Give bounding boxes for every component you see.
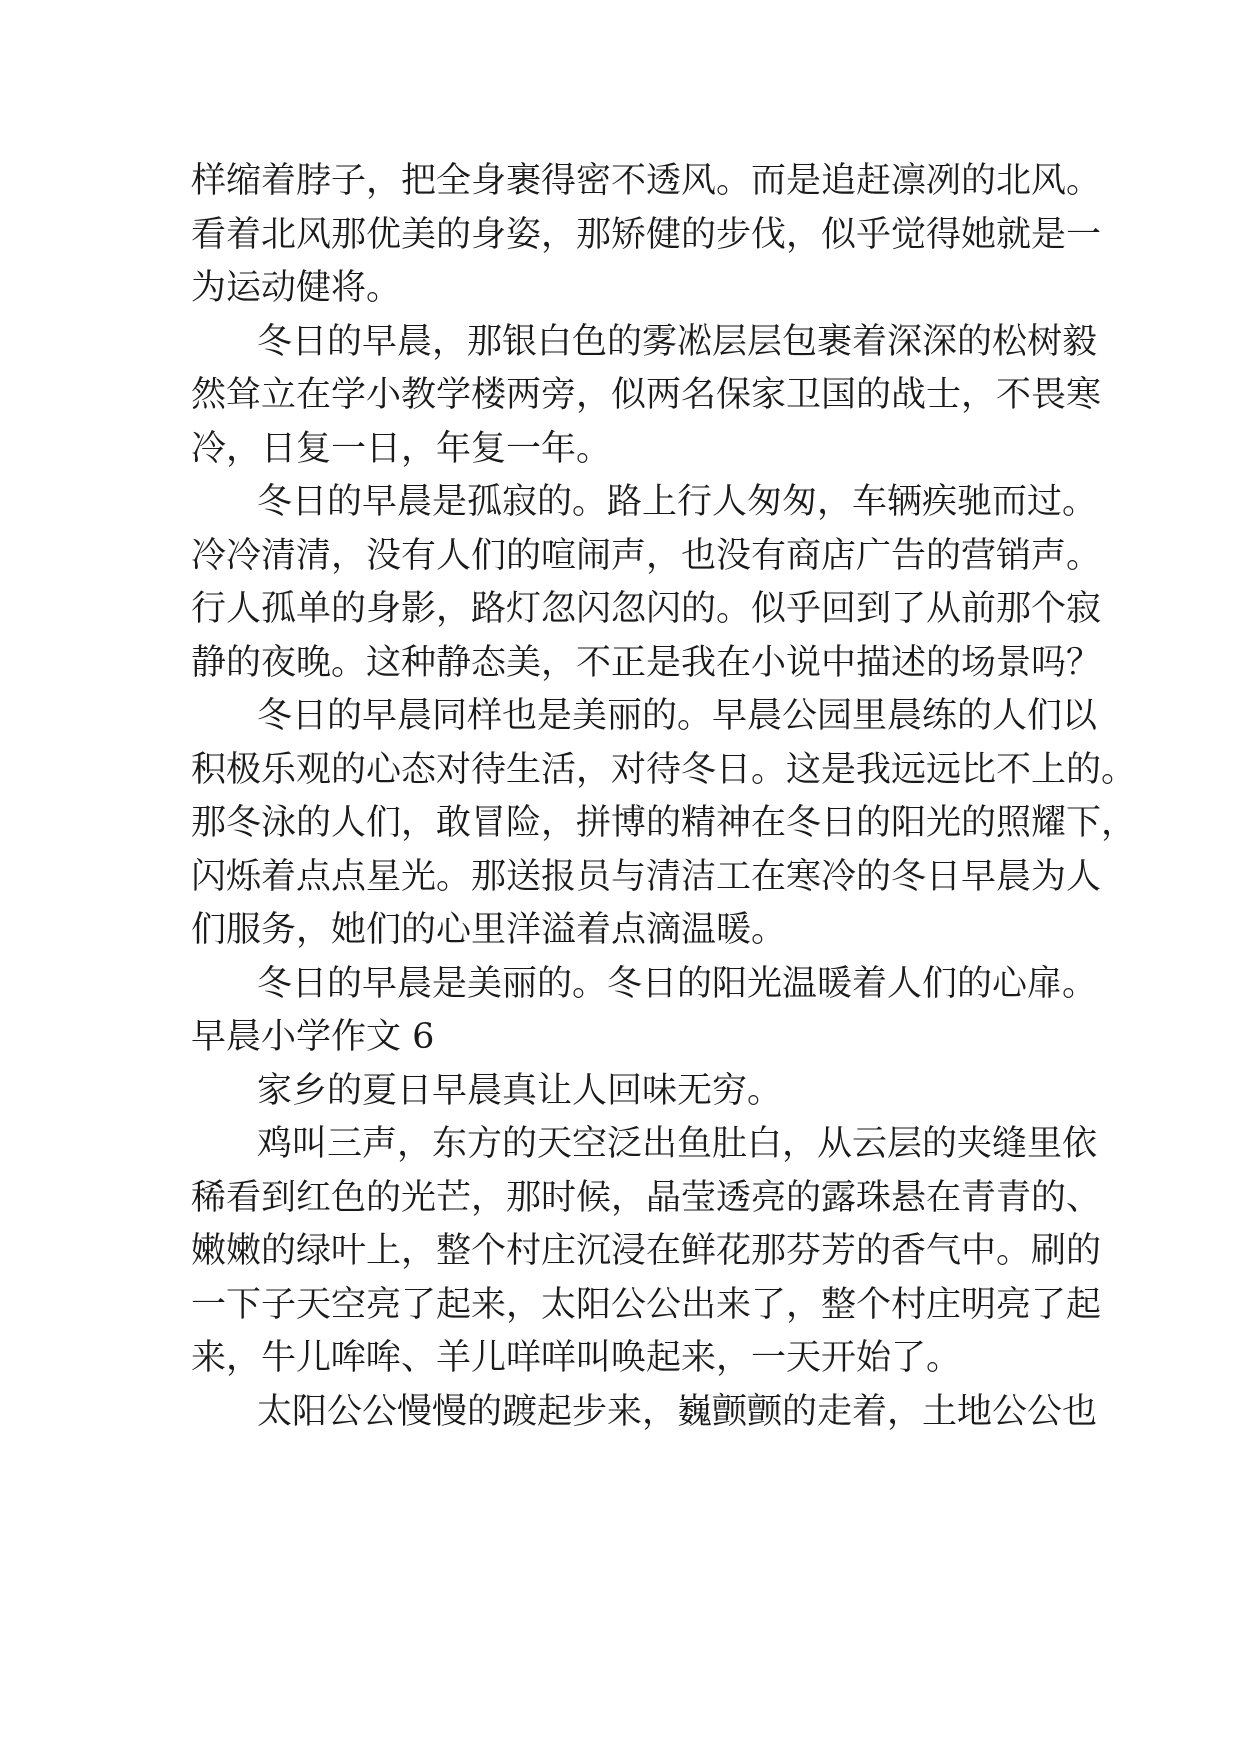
- text-line: 闪烁着点点星光。那送报员与清洁工在寒冷的冬日早晨为人: [191, 856, 1102, 897]
- text-line: 来，牛儿哞哞、羊儿咩咩叫唤起来，一天开始了。: [191, 1338, 962, 1378]
- text-line: 嫩嫩的绿叶上，整个村庄沉浸在鲜花那芬芳的香气中。刷的: [191, 1231, 1102, 1271]
- paragraph-first-line: 冬日的早晨是美丽的。冬日的阳光温暖着人们的心扉。: [257, 963, 1098, 1004]
- paragraph-first-line: 冬日的早晨是孤寂的。路上行人匆匆，车辆疾驰而过。: [257, 482, 1098, 522]
- text-line: 样缩着脖子，把全身裹得密不透风。而是追赶凛冽的北风。: [191, 161, 1102, 201]
- text-line: 稀看到红色的光芒，那时候，晶莹透亮的露珠悬在青青的、: [191, 1177, 1102, 1218]
- text-line: 一下子天空亮了起来，太阳公公出来了，整个村庄明亮了起: [191, 1284, 1102, 1325]
- text-line: 冷冷清清，没有人们的喧闹声，也没有商店广告的营销声。: [191, 535, 1102, 576]
- text-line: 积极乐观的心态对待生活，对待冬日。这是我远远比不上的。: [191, 749, 1137, 790]
- section-heading: 早晨小学作文 6: [191, 1017, 435, 1057]
- paragraph-first-line: 冬日的早晨，那银白色的雾凇层层包裹着深深的松树毅: [257, 321, 1098, 362]
- text-line: 静的夜晚。这种静态美，不正是我在小说中描述的场景吗？: [191, 642, 1102, 683]
- text-line: 行人孤单的身影，路灯忽闪忽闪的。似乎回到了从前那个寂: [191, 589, 1102, 629]
- text-line: 为运动健将。: [191, 268, 402, 308]
- text-line: 那冬泳的人们，敢冒险，拼博的精神在冬日的阳光的照耀下，: [191, 803, 1137, 843]
- text-line: 们服务，她们的心里洋溢着点滴温暖。: [191, 910, 787, 950]
- paragraph-first-line: 鸡叫三声，东方的天空泛出鱼肚白，从云层的夹缝里依: [257, 1124, 1098, 1164]
- paragraph-first-line: 冬日的早晨同样也是美丽的。早晨公园里晨练的人们以: [257, 696, 1098, 736]
- text-line: 然耸立在学小教学楼两旁，似两名保家卫国的战士，不畏寒: [191, 375, 1102, 415]
- text-line: 看着北风那优美的身姿，那矫健的步伐，似乎觉得她就是一: [191, 214, 1102, 255]
- body-text: [191, 155, 1137, 1439]
- paragraph-first-line: 太阳公公慢慢的踱起步来，巍颤颤的走着，土地公公也: [257, 1391, 1098, 1432]
- paragraph-first-line: 家乡的夏日早晨真让人回味无穷。: [257, 1070, 783, 1111]
- text-line: 冷，日复一日，年复一年。: [191, 428, 612, 469]
